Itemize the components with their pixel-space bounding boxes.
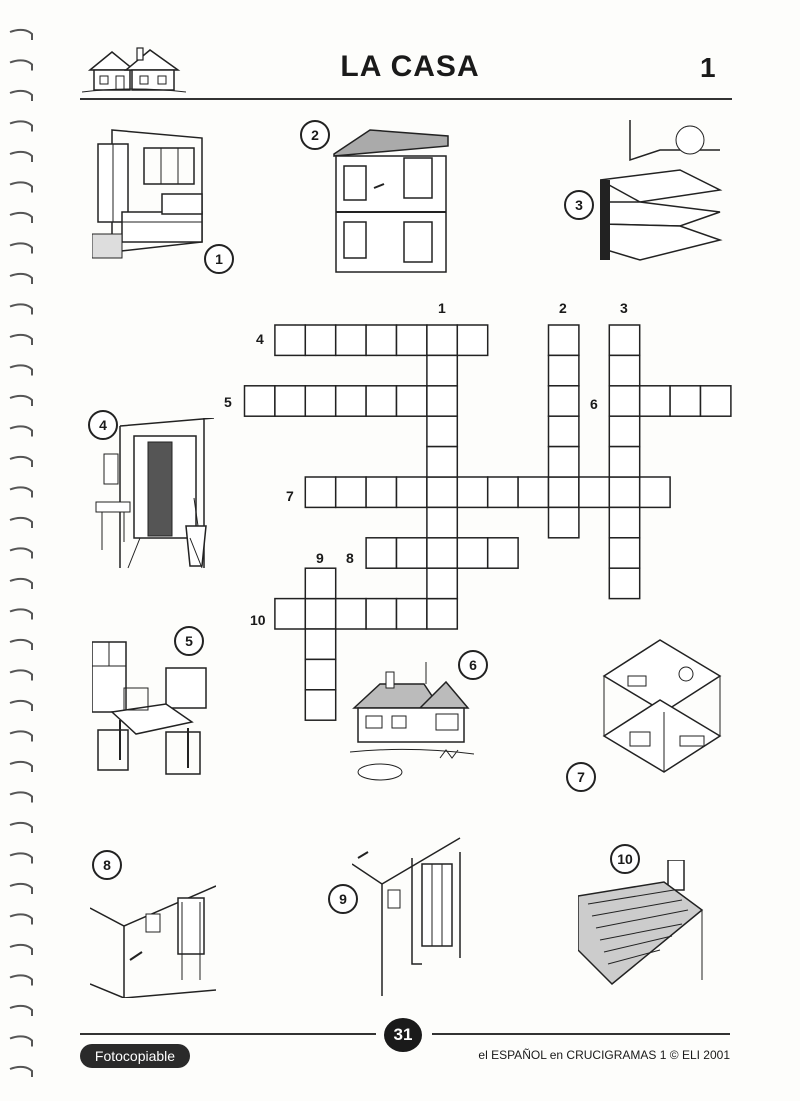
crossword-cell[interactable]: [457, 325, 487, 355]
clue-number: 8: [346, 550, 354, 566]
crossword-cell[interactable]: [366, 538, 396, 568]
footer-divider: [432, 1033, 730, 1035]
crossword-cell[interactable]: [609, 386, 639, 416]
clue-number: 5: [224, 394, 232, 410]
crossword-cell[interactable]: [549, 386, 579, 416]
book-credit: el ESPAÑOL en CRUCIGRAMAS 1 © ELI 2001: [478, 1048, 730, 1062]
crossword-cell[interactable]: [336, 325, 366, 355]
crossword-cell[interactable]: [366, 599, 396, 629]
picture-number: 1: [204, 244, 234, 274]
crossword-cell[interactable]: [457, 477, 487, 507]
crossword-cell[interactable]: [275, 599, 305, 629]
crossword-cell[interactable]: [670, 386, 700, 416]
picture-number: 2: [300, 120, 330, 150]
crossword-cell[interactable]: [305, 568, 335, 598]
crossword-cell[interactable]: [640, 386, 670, 416]
footer-divider: [80, 1033, 376, 1035]
clue-number: 7: [286, 488, 294, 504]
crossword-cell[interactable]: [397, 477, 427, 507]
clue-number: 2: [559, 300, 567, 316]
crossword-cell[interactable]: [305, 325, 335, 355]
crossword-cell[interactable]: [549, 355, 579, 385]
crossword-cell[interactable]: [275, 325, 305, 355]
crossword-cell[interactable]: [275, 386, 305, 416]
crossword-cell[interactable]: [305, 477, 335, 507]
crossword-cell[interactable]: [609, 355, 639, 385]
crossword-cell[interactable]: [427, 507, 457, 537]
crossword-cell[interactable]: [609, 447, 639, 477]
clue-number: 9: [316, 550, 324, 566]
crossword-cell[interactable]: [305, 690, 335, 720]
crossword-cell[interactable]: [397, 599, 427, 629]
picture-number: 10: [610, 844, 640, 874]
picture-number: 5: [174, 626, 204, 656]
clue-number: 4: [256, 331, 264, 347]
crossword-cell[interactable]: [336, 386, 366, 416]
picture-number: 8: [92, 850, 122, 880]
crossword-cell[interactable]: [427, 355, 457, 385]
crossword-cell[interactable]: [427, 447, 457, 477]
crossword-cell[interactable]: [549, 507, 579, 537]
crossword-cell[interactable]: [609, 416, 639, 446]
picture-number: 6: [458, 650, 488, 680]
crossword-cell[interactable]: [245, 386, 275, 416]
crossword-cell[interactable]: [427, 568, 457, 598]
clue-number: 6: [590, 396, 598, 412]
crossword-cell[interactable]: [609, 325, 639, 355]
crossword-cell[interactable]: [427, 386, 457, 416]
crossword-cell[interactable]: [427, 325, 457, 355]
picture-number: 9: [328, 884, 358, 914]
crossword-cell[interactable]: [549, 325, 579, 355]
clue-number: 3: [620, 300, 628, 316]
crossword-cell[interactable]: [488, 538, 518, 568]
crossword-cell[interactable]: [397, 325, 427, 355]
book-page-number: 31: [384, 1018, 422, 1052]
crossword-cell[interactable]: [336, 599, 366, 629]
crossword-cell[interactable]: [549, 477, 579, 507]
crossword-cell[interactable]: [305, 386, 335, 416]
page-title: LA CASA: [340, 50, 480, 83]
crossword-cell[interactable]: [609, 538, 639, 568]
worksheet-number: 1: [700, 52, 716, 83]
clue-number: 10: [250, 612, 266, 628]
crossword-cell[interactable]: [366, 477, 396, 507]
fotocopiable-badge: Fotocopiable: [80, 1044, 190, 1068]
crossword-cell[interactable]: [336, 477, 366, 507]
picture-number: 7: [566, 762, 596, 792]
crossword-cell[interactable]: [609, 507, 639, 537]
crossword-cell[interactable]: [549, 416, 579, 446]
crossword-cell[interactable]: [427, 416, 457, 446]
crossword-cell[interactable]: [305, 599, 335, 629]
picture-number: 4: [88, 410, 118, 440]
clue-number: 1: [438, 300, 446, 316]
crossword-cell[interactable]: [427, 477, 457, 507]
crossword-cell[interactable]: [427, 599, 457, 629]
crossword-cell[interactable]: [305, 629, 335, 659]
crossword-cell[interactable]: [366, 386, 396, 416]
crossword-cell[interactable]: [397, 386, 427, 416]
crossword-cell[interactable]: [701, 386, 731, 416]
crossword-cell[interactable]: [609, 568, 639, 598]
crossword-cell[interactable]: [488, 477, 518, 507]
crossword-cell[interactable]: [549, 447, 579, 477]
picture-number: 3: [564, 190, 594, 220]
crossword-cell[interactable]: [457, 538, 487, 568]
crossword-cell[interactable]: [640, 477, 670, 507]
crossword-cell[interactable]: [366, 325, 396, 355]
crossword-cell[interactable]: [518, 477, 548, 507]
crossword-cell[interactable]: [427, 538, 457, 568]
crossword-cell[interactable]: [609, 477, 639, 507]
crossword-cell[interactable]: [579, 477, 609, 507]
crossword-cell[interactable]: [305, 659, 335, 689]
crossword-cell[interactable]: [397, 538, 427, 568]
